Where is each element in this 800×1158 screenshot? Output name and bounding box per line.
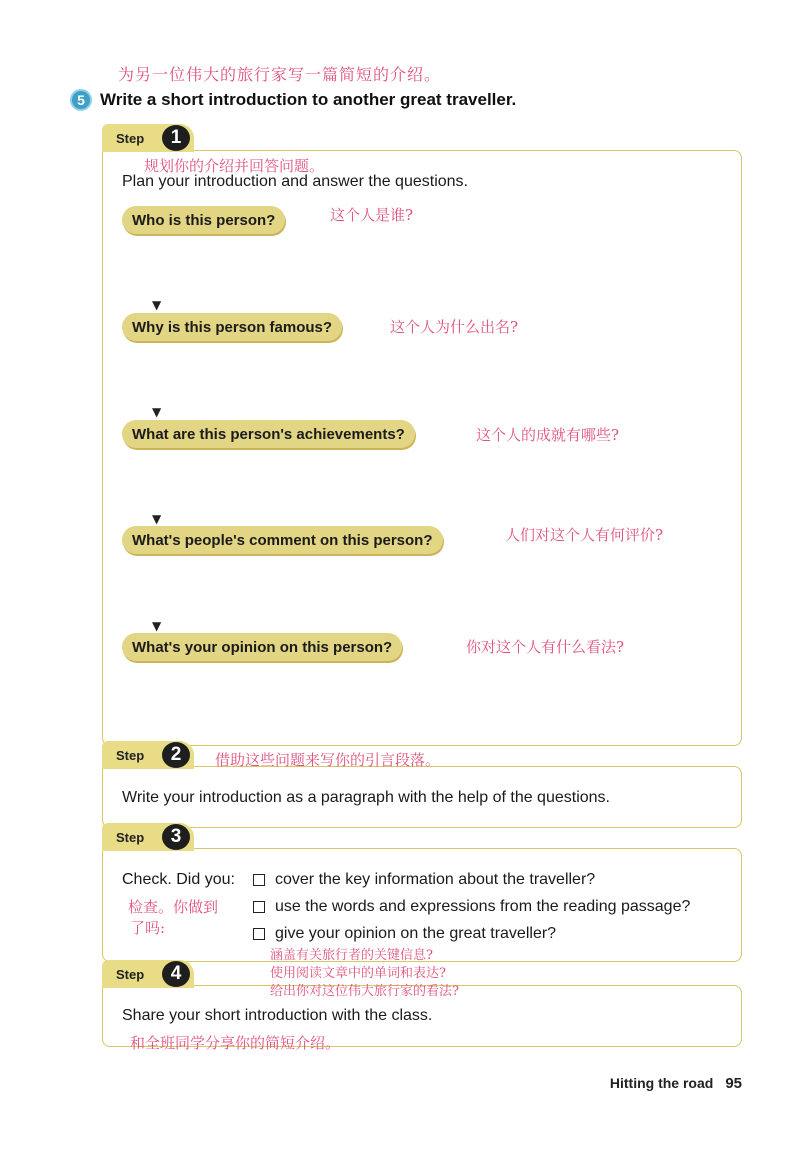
check-item-cn-2: 使用阅读文章中的单词和表达? [270, 966, 446, 981]
question-comment: What's people's comment on this person? [122, 526, 443, 554]
task-heading [70, 88, 516, 112]
checkbox[interactable] [253, 928, 265, 940]
step2-en: Write your introduction as a paragraph with the help of the questions. [122, 789, 610, 806]
question-achievements-cn: 这个人的成就有哪些? [476, 426, 620, 444]
step3-prompt: Check. Did you: [122, 871, 235, 888]
checkbox[interactable] [253, 901, 265, 913]
task-number-badge: 5 [70, 89, 92, 111]
step4-en: Share your short introduction with the class. [122, 1007, 433, 1024]
check-item-label: use the words and expressions from the reading passage? [275, 898, 691, 915]
step1-tab [102, 124, 194, 152]
arrow-down-icon: ▼ [152, 619, 162, 633]
step3-cn-prompt-2: 了吗: [130, 919, 166, 937]
check-item-label: give your opinion on the great traveller? [275, 925, 557, 942]
step1-cn: 规划你的介绍并回答问题。 [144, 157, 325, 175]
page-footer [610, 1075, 742, 1092]
question-who: Who is this person? [122, 206, 285, 234]
step4-number: 4 [162, 961, 190, 987]
step1-en: Plan your introduction and answer the questions. [122, 173, 468, 190]
step4-cn: 和全班同学分享你的简短介绍。 [130, 1034, 341, 1052]
step2-tab [102, 741, 194, 769]
question-opinion-cn: 你对这个人有什么看法? [466, 638, 625, 656]
step1-number: 1 [162, 125, 190, 151]
step3-tab [102, 823, 194, 851]
check-item-key-info [253, 871, 595, 889]
question-why-famous: Why is this person famous? [122, 313, 342, 341]
step4-tab [102, 960, 194, 988]
question-why-famous-cn: 这个人为什么出名? [390, 318, 519, 336]
section-title: Hitting the road [609, 1075, 714, 1091]
question-comment-cn: 人们对这个人有何评价? [505, 526, 664, 544]
step1-label: Step [116, 130, 145, 146]
page-number: 95 [725, 1075, 742, 1092]
question-opinion: What's your opinion on this person? [122, 633, 402, 661]
arrow-down-icon: ▼ [152, 298, 162, 312]
check-item-label: cover the key information about the traveller? [275, 871, 596, 888]
step2-label: Step [116, 747, 145, 763]
question-who-cn: 这个人是谁? [330, 206, 414, 224]
step4-label: Step [116, 966, 145, 982]
step3-number: 3 [162, 824, 190, 850]
check-item-opinion [253, 925, 556, 943]
step2-number: 2 [162, 742, 190, 768]
step3-label: Step [116, 829, 145, 845]
check-item-words [253, 898, 690, 916]
check-item-cn-3: 给出你对这位伟大旅行家的看法? [270, 984, 459, 999]
checkbox[interactable] [253, 874, 265, 886]
step3-cn-prompt-1: 检查。你做到 [128, 898, 219, 916]
task-title: Write a short introduction to another great traveller. [100, 90, 517, 109]
step2-cn: 借助这些问题来写你的引言段落。 [215, 751, 441, 769]
task-cn-instruction: 为另一位伟大的旅行家写一篇简短的介绍。 [118, 65, 442, 84]
question-achievements: What are this person's achievements? [122, 420, 415, 448]
arrow-down-icon: ▼ [152, 512, 162, 526]
check-item-cn-1: 涵盖有关旅行者的关键信息? [270, 948, 433, 963]
arrow-down-icon: ▼ [152, 405, 162, 419]
